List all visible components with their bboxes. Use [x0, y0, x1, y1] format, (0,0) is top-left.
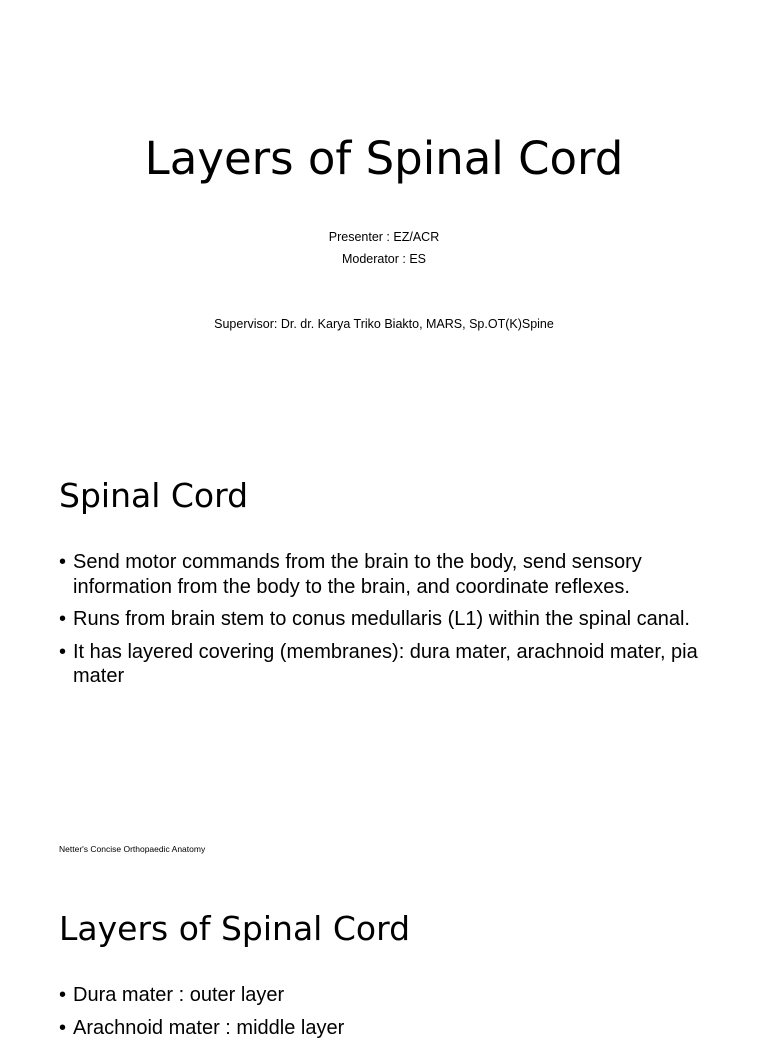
bullet-list [59, 550, 719, 697]
slide-spinal-cord [0, 432, 768, 864]
bullet-text: Arachnoid mater : middle layer [73, 1016, 345, 1039]
slide-layers [0, 864, 768, 1039]
bullet-glyph: • [59, 551, 67, 573]
bullet-text: It has layered covering (membranes): dura mater, arachnoid mater, pia mater [73, 640, 698, 687]
bullet-item [59, 640, 719, 689]
supervisor-text: Supervisor: Dr. dr. Karya Triko Biakto, MARS, Sp.OT(K)Spine [214, 317, 554, 331]
presenter-text: Presenter : EZ/ACR [328, 230, 440, 244]
bullet-item [59, 550, 719, 599]
bullet-glyph: • [59, 640, 67, 663]
bullet-item [59, 1016, 719, 1041]
bullet-glyph: • [59, 608, 67, 630]
slide-heading: Spinal Cord [59, 476, 249, 515]
bullet-text: Runs from brain stem to conus medullaris (L1) within the spinal canal. [73, 608, 690, 630]
bullet-glyph: • [59, 1016, 67, 1039]
bullet-text: Dura mater : outer layer [73, 984, 285, 1006]
bullet-item [59, 983, 719, 1008]
bullet-glyph: • [59, 984, 67, 1006]
moderator-text: Moderator : ES [341, 252, 427, 266]
source-caption: Netter's Concise Orthopaedic Anatomy [59, 844, 206, 854]
slide-heading: Layers of Spinal Cord [59, 909, 411, 948]
slide-title-heading: Layers of Spinal Cord [144, 132, 624, 185]
slide-title [0, 0, 768, 432]
bullet-text: Send motor commands from the brain to the body, send sensory information from the body to the brain, and coordinate reflexes. [73, 551, 642, 598]
bullet-item [59, 607, 719, 632]
bullet-list [59, 983, 719, 1048]
